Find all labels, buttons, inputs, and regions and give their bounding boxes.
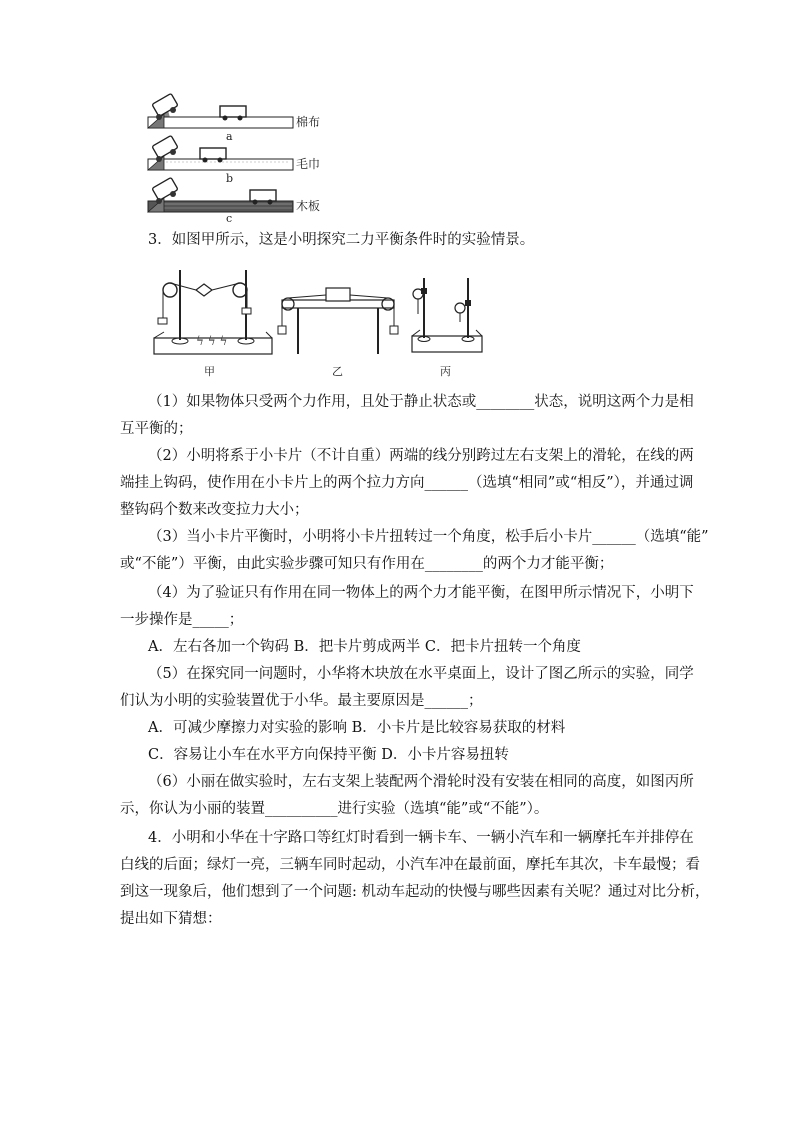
balance-apparatus-figure (148, 260, 488, 382)
q3-p3a: （3）当小卡片平衡时，小明将小卡片扭转过一个角度，松手后小卡片______（选填“能” (148, 529, 709, 545)
sublabel-a: a (226, 130, 233, 143)
q4-line3: 到这一现象后，他们想到了一个问题: 机动车起动的快慢与哪些因素有关呢？通过对比分析， (120, 884, 710, 900)
apparatus-bing (412, 278, 482, 378)
q4-line1: 4．小明和小华在十字路口等红灯时看到一辆卡车、一辆小汽车和一辆摩托车并排停在 (148, 830, 694, 846)
q3-p4a: （4）为了验证只有作用在同一物体上的两个力才能平衡，在图甲所示情况下，小明下 (148, 585, 694, 601)
q3-p4-options: A．左右各加一个钩码 B．把卡片剪成两半 C．把卡片扭转一个角度 (148, 639, 581, 655)
sublabel-b: b (226, 172, 234, 185)
label-board: 木板 (296, 199, 321, 213)
q3-p5-options-cd: C．容易让小车在水平方向保持平衡 D．小卡片容易扭转 (148, 747, 509, 763)
q3-p1a: （1）如果物体只受两个力作用，且处于静止状态或________状态，说明这两个力是相 (148, 394, 694, 410)
ramp-row-a (148, 93, 320, 143)
q3-p1b: 互平衡的； (120, 421, 193, 437)
q3-p3b: 或“不能”）平衡，由此实验步骤可知只有作用在________的两个力才能平衡； (120, 556, 614, 572)
q3-intro: 3．如图甲所示，这是小明探究二力平衡条件时的实验情景。 (148, 232, 535, 248)
q3-p6b: 示，你认为小丽的装置__________进行实验（选填“能”或“不能”）。 (120, 801, 549, 817)
label-towel: 毛巾 (296, 157, 321, 171)
q3-p5b: 们认为小明的实验装置优于小华。最主要原因是______； (120, 693, 483, 709)
ramp-row-c (148, 177, 320, 222)
q3-p6a: （6）小丽在做实验时，左右支架上装配两个滑轮时没有安装在相同的高度，如图丙所 (148, 774, 694, 790)
q4-line4: 提出如下猜想： (120, 911, 222, 927)
label-jia: 甲 (204, 365, 215, 378)
apparatus-jia (154, 270, 272, 378)
q3-p2a: （2）小明将系于小卡片（不计自重）两端的线分别跨过左右支架上的滑轮，在线的两 (148, 448, 694, 464)
q4-line2: 白线的后面；绿灯一亮，三辆车同时起动，小汽车冲在最前面，摩托车其次，卡车最慢；看 (120, 857, 700, 873)
sublabel-c: c (226, 212, 233, 222)
q3-p2c: 整钩码个数来改变拉力大小； (120, 502, 309, 518)
label-bing: 丙 (440, 365, 451, 378)
ramp-row-b (148, 135, 320, 185)
q3-p5-options-ab: A．可减少摩擦力对实验的影响 B．小卡片是比较容易获取的材料 (148, 720, 566, 736)
q3-p4b: 一步操作是_____； (120, 612, 244, 628)
svg-text:ϟ ϟ ϟ: ϟ ϟ ϟ (196, 334, 228, 348)
label-yi: 乙 (332, 365, 343, 378)
q3-p5a: （5）在探究同一问题时，小华将木块放在水平桌面上，设计了图乙所示的实验，同学 (148, 666, 694, 682)
q3-p2b: 端挂上钩码，使作用在小卡片上的两个拉力方向______（选填“相同”或“相反”），并通过调 (120, 475, 694, 491)
ramp-surfaces-figure (140, 90, 380, 222)
label-cotton: 棉布 (296, 115, 321, 129)
apparatus-yi (278, 288, 398, 378)
